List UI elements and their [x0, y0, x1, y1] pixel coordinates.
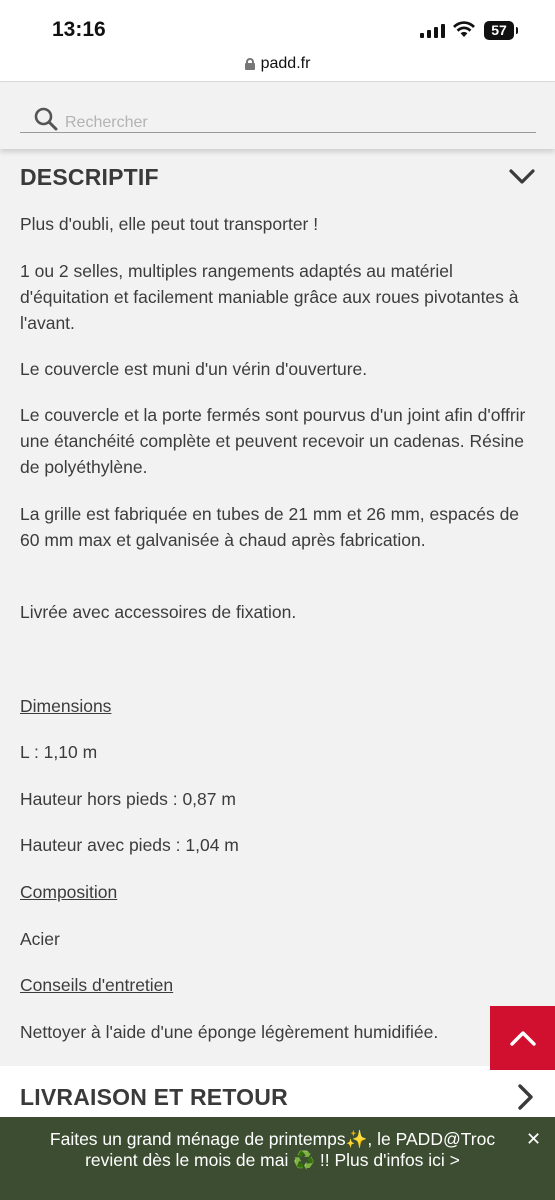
entretien-value: Nettoyer à l'aide d'une éponge légèrement humidifiée. [20, 1022, 439, 1042]
cellular-signal-icon [420, 22, 445, 38]
battery-icon: 57 [484, 21, 514, 40]
banner-line: revient dès le mois de mai ♻️ !! Plus d'infos ici > [85, 1150, 460, 1170]
descriptif-paragraph: Plus d'oubli, elle peut tout transporter ! [20, 214, 319, 234]
entretien-heading: Conseils d'entretien [20, 975, 174, 995]
dimension-item: L : 1,10 m [20, 742, 98, 762]
banner-line: Faites un grand ménage de printemps✨, le PADD@Troc [49, 1129, 496, 1149]
search-icon [34, 107, 58, 131]
descriptif-paragraph: 1 ou 2 selles, multiples rangements adaptés au matériel d'équitation et facilement maniable grâce aux roues pivotantes à l'avant. [20, 261, 519, 333]
chevron-down-icon [509, 169, 535, 185]
url-bar[interactable] [0, 52, 555, 76]
descriptif-paragraph: Le couvercle et la porte fermés sont pourvus d'un joint afin d'offrir une étanchéité complète et peuvent recevoir un cadenas. Résine de polyéthylène. [20, 405, 526, 477]
search-box[interactable] [20, 103, 536, 133]
status-bar [0, 0, 555, 82]
search-input[interactable] [65, 112, 525, 134]
scroll-top-button[interactable] [490, 1006, 555, 1070]
descriptif-paragraph: Le couvercle est muni d'un vérin d'ouverture. [20, 359, 368, 379]
composition-heading: Composition [20, 882, 118, 902]
lock-icon [245, 58, 255, 70]
promo-banner[interactable] [0, 1117, 555, 1200]
status-time: 13:16 [52, 18, 106, 41]
descriptif-header[interactable] [0, 149, 555, 205]
chevron-right-icon [517, 1083, 535, 1111]
descriptif-paragraph: La grille est fabriquée en tubes de 21 mm et 26 mm, espacés de 60 mm max et galvanisée à chaud après fabrication. [20, 504, 520, 550]
search-header [0, 83, 555, 149]
dimensions-heading: Dimensions [20, 696, 112, 716]
descriptif-paragraph: Livrée avec accessoires de fixation. [20, 602, 297, 622]
composition-value: Acier [20, 929, 60, 949]
dimension-item: Hauteur avec pieds : 1,04 m [20, 835, 239, 855]
banner-text[interactable] [30, 1129, 515, 1171]
close-icon[interactable]: ✕ [526, 1129, 542, 1149]
dimension-item: Hauteur hors pieds : 0,87 m [20, 789, 236, 809]
url-text: padd.fr [260, 55, 311, 72]
chevron-up-icon [510, 1030, 536, 1046]
wifi-icon [452, 20, 476, 38]
livraison-title: LIVRAISON ET RETOUR [20, 1083, 288, 1110]
descriptif-title: DESCRIPTIF [20, 163, 159, 190]
